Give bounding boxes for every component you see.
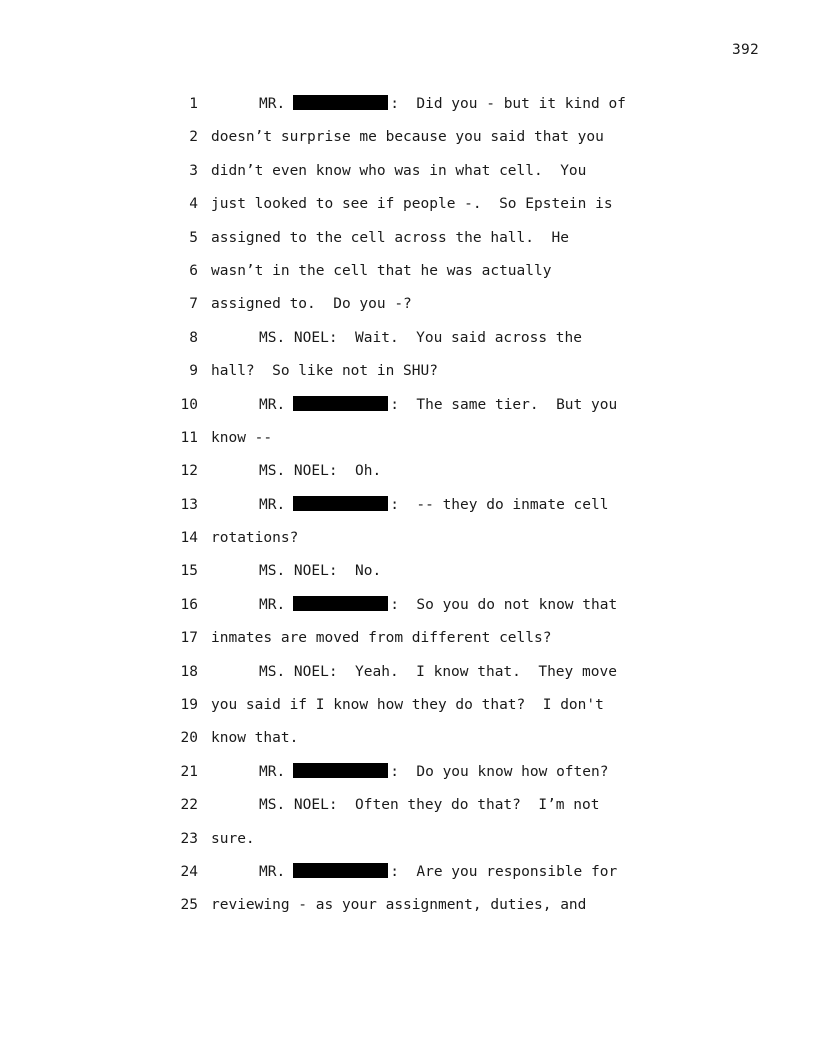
line-content: sure. (211, 830, 255, 847)
line-content: know that. (211, 730, 299, 747)
line-content: assigned to. Do you -? (211, 296, 412, 313)
line-content: you said if I know how they do that? I don't (211, 697, 604, 714)
line-text (211, 225, 569, 251)
transcript-line (0, 725, 816, 758)
line-number: 7 (189, 296, 198, 313)
transcript-line (0, 525, 816, 558)
line-text (211, 458, 381, 484)
transcript-line (0, 392, 816, 425)
transcript-line (0, 225, 816, 258)
line-number: 9 (189, 363, 198, 380)
line-text (211, 124, 604, 150)
transcript-line (0, 258, 816, 291)
line-number: 10 (180, 396, 198, 413)
line-text (211, 358, 438, 384)
redaction-bar (293, 596, 388, 611)
line-text (211, 158, 586, 184)
line-text (211, 892, 586, 918)
line-number: 3 (189, 162, 198, 179)
line-content: didn’t even know who was in what cell. You (211, 162, 587, 179)
line-number: 24 (180, 863, 198, 880)
transcript-line (0, 158, 816, 191)
line-content: doesn’t surprise me because you said that you (211, 129, 604, 146)
transcript-line (0, 425, 816, 458)
line-text (211, 826, 255, 852)
line-content: wasn’t in the cell that he was actually (211, 262, 552, 279)
line-number: 21 (180, 763, 198, 780)
line-number: 6 (189, 262, 198, 279)
line-content: : -- they do inmate cell (390, 496, 609, 513)
line-text (211, 759, 608, 785)
line-content: inmates are moved from different cells? (211, 630, 552, 647)
speaker-label: MR. (259, 96, 286, 112)
line-content: know -- (211, 429, 273, 446)
line-text (211, 191, 613, 217)
line-number: 19 (180, 697, 198, 714)
line-text (211, 659, 617, 685)
redaction-bar (293, 763, 388, 778)
speaker-label: MR. (259, 596, 286, 613)
line-text (211, 425, 272, 451)
line-text (211, 492, 608, 518)
line-content: : Did you - but it kind of (390, 96, 626, 112)
transcript-line (0, 492, 816, 525)
line-content: : Are you responsible for (390, 863, 618, 880)
speaker-label: MR. (259, 396, 286, 413)
line-content: MS. NOEL: Wait. You said across the (259, 329, 583, 346)
redaction-bar (293, 496, 388, 511)
line-number: 1 (189, 96, 198, 112)
speaker-label: MR. (259, 763, 286, 780)
line-text (211, 692, 604, 718)
transcript-line (0, 291, 816, 324)
transcript-line (0, 659, 816, 692)
line-text (211, 625, 551, 651)
line-text (211, 525, 298, 551)
line-number: 16 (180, 596, 198, 613)
transcript-line (0, 859, 816, 892)
line-content: MS. NOEL: Often they do that? I’m not (259, 797, 600, 814)
line-content: : So you do not know that (390, 596, 618, 613)
redaction-bar (293, 396, 388, 411)
transcript-line (0, 692, 816, 725)
transcript-line (0, 826, 816, 859)
transcript-line (0, 458, 816, 491)
line-text (211, 592, 617, 618)
transcript-line (0, 325, 816, 358)
transcript-line (0, 91, 816, 124)
transcript-line (0, 759, 816, 792)
redaction-bar (293, 95, 388, 110)
line-number: 4 (189, 196, 198, 213)
line-text (211, 792, 599, 818)
line-number: 8 (189, 329, 198, 346)
transcript-line (0, 625, 816, 658)
line-number: 12 (180, 463, 198, 480)
transcript-line (0, 558, 816, 591)
line-number: 22 (180, 797, 198, 814)
line-text (211, 91, 626, 117)
line-content: just looked to see if people -. So Epstein is (211, 196, 613, 213)
line-number: 11 (180, 429, 198, 446)
line-number: 14 (180, 530, 198, 547)
speaker-label: MR. (259, 863, 286, 880)
transcript-line (0, 358, 816, 391)
transcript-line (0, 191, 816, 224)
line-text (211, 725, 298, 751)
line-number: 17 (180, 630, 198, 647)
line-text (211, 325, 582, 351)
line-number: 2 (189, 129, 198, 146)
line-number: 20 (180, 730, 198, 747)
page-number: 392 (732, 42, 760, 58)
line-content: hall? So like not in SHU? (211, 363, 438, 380)
speaker-label: MR. (259, 496, 286, 513)
line-text (211, 258, 551, 284)
line-content: rotations? (211, 530, 299, 547)
line-text (211, 291, 412, 317)
line-text (211, 392, 617, 418)
transcript-line (0, 124, 816, 157)
line-content: MS. NOEL: Yeah. I know that. They move (259, 663, 617, 680)
transcript-line (0, 892, 816, 925)
line-content: assigned to the cell across the hall. He (211, 229, 569, 246)
line-number: 18 (180, 663, 198, 680)
line-number: 5 (189, 229, 198, 246)
transcript-line (0, 592, 816, 625)
transcript-line (0, 792, 816, 825)
transcript-body (0, 91, 816, 926)
line-content: : The same tier. But you (390, 396, 618, 413)
redaction-bar (293, 863, 388, 878)
line-number: 13 (180, 496, 198, 513)
line-content: : Do you know how often? (390, 763, 609, 780)
line-content: MS. NOEL: Oh. (259, 463, 382, 480)
line-content: MS. NOEL: No. (259, 563, 382, 580)
line-number: 25 (180, 897, 198, 914)
line-number: 23 (180, 830, 198, 847)
line-number: 15 (180, 563, 198, 580)
line-content: reviewing - as your assignment, duties, and (211, 897, 587, 914)
line-text (211, 859, 617, 885)
line-text (211, 558, 381, 584)
